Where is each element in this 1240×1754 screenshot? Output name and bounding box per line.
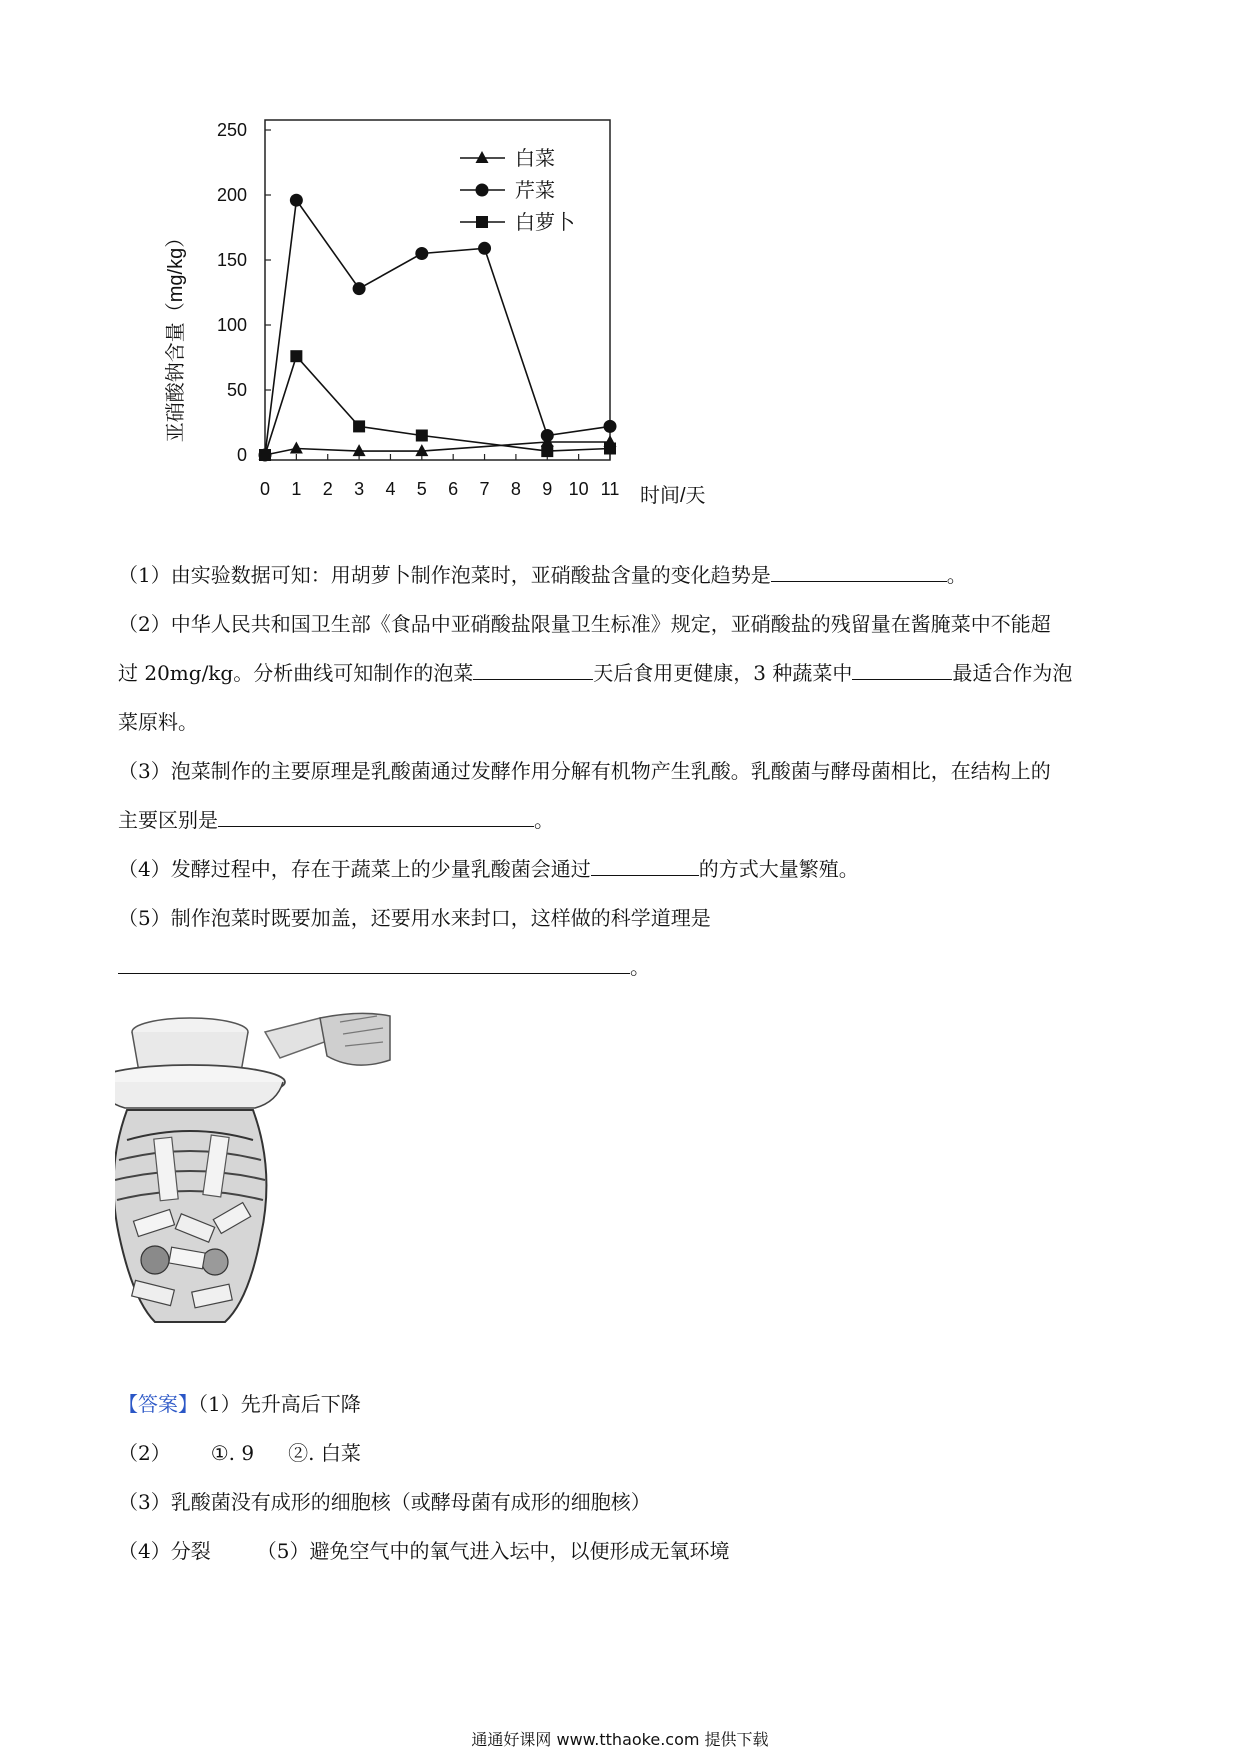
y-tick-label: 250 — [216, 120, 247, 140]
x-tick-label: 8 — [510, 479, 521, 499]
y-axis-label: 亚硝酸钠含量（mg/kg） — [165, 227, 187, 443]
data-point — [416, 430, 428, 442]
legend-marker — [476, 216, 488, 228]
question-5-line2 — [118, 952, 650, 982]
x-tick-label: 10 — [568, 479, 589, 499]
answer-blank — [118, 953, 630, 974]
y-tick-label: 150 — [216, 250, 247, 270]
legend-label: 芹菜 — [515, 180, 555, 202]
y-tick-label: 50 — [226, 380, 247, 400]
question-3-line2 — [118, 805, 554, 835]
plot-frame — [265, 120, 610, 460]
question-1-end: 。 — [946, 563, 967, 587]
question-4 — [118, 854, 859, 884]
question-3-text: 主要区别是 — [118, 808, 218, 832]
y-axis-ticks — [217, 120, 271, 465]
legend-item — [460, 211, 575, 234]
question-1 — [118, 560, 967, 590]
series-0 — [259, 435, 617, 460]
answer-blank — [591, 855, 699, 876]
data-point — [353, 444, 366, 456]
question-1-text: （1）由实验数据可知：用胡萝卜制作泡菜时，亚硝酸盐含量的变化趋势是 — [118, 563, 771, 587]
x-tick-label: 0 — [259, 479, 271, 499]
data-point — [259, 449, 271, 461]
answer-blank — [473, 659, 593, 680]
question-2-line1: （2）中华人民共和国卫生部《食品中亚硝酸盐限量卫生标准》规定，亚硝酸盐的残留量在酱腌菜中不能超 — [118, 612, 1051, 636]
answer-2 — [118, 1438, 361, 1468]
answer-blank — [218, 806, 534, 827]
legend-item — [460, 147, 555, 170]
y-tick-label: 0 — [236, 445, 247, 465]
x-tick-label: 9 — [542, 479, 553, 499]
data-point — [290, 350, 302, 362]
x-tick-label: 3 — [354, 479, 365, 499]
answer-2-prefix: （2） — [118, 1441, 171, 1465]
legend-label: 白菜 — [515, 148, 555, 170]
y-tick-label: 200 — [216, 185, 247, 205]
data-point — [290, 442, 303, 454]
x-tick-label: 5 — [416, 479, 427, 499]
legend — [460, 147, 575, 234]
x-axis-label: 时间/天 — [640, 485, 706, 507]
data-point — [478, 242, 491, 255]
answer-blank — [852, 659, 952, 680]
data-point — [415, 247, 428, 260]
answer-1 — [118, 1389, 361, 1419]
legend-item — [460, 179, 555, 202]
question-3-line1: （3）泡菜制作的主要原理是乳酸菌通过发酵作用分解有机物产生乳酸。乳酸菌与酵母菌相比，在结构上的 — [118, 759, 1051, 783]
question-4-text-b: 的方式大量繁殖。 — [698, 857, 859, 881]
answer-2-part2: ②. 白菜 — [288, 1441, 361, 1465]
answer-4-5 — [118, 1536, 729, 1566]
answer-1-text: （1）先升高后下降 — [198, 1392, 361, 1416]
nitrite-line-chart — [0, 0, 760, 520]
y-tick-label: 100 — [216, 315, 247, 335]
answer-2-part1: ①. 9 — [210, 1441, 255, 1465]
x-tick-label: 4 — [385, 479, 396, 499]
question-2-text-a: 过 20mg/kg。分析曲线可知制作的泡菜 — [118, 661, 474, 685]
series-2 — [259, 350, 616, 461]
question-3-end: 。 — [534, 808, 554, 832]
question-2-line2 — [118, 658, 1072, 688]
question-5-line1: （5）制作泡菜时既要加盖，还要用水来封口，这样做的科学道理是 — [118, 906, 711, 930]
series-line — [265, 356, 610, 455]
x-tick-label: 11 — [600, 479, 620, 499]
data-point — [290, 194, 303, 207]
question-2-text-c: 最适合作为泡 — [952, 661, 1073, 685]
question-2-line3: 菜原料。 — [118, 710, 198, 734]
answer-5-text: （5）避免空气中的氧气进入坛中，以便形成无氧环境 — [256, 1539, 730, 1563]
data-point — [353, 420, 365, 432]
data-point — [541, 429, 554, 442]
answer-blank — [771, 561, 947, 582]
data-point — [353, 282, 366, 295]
series-line — [265, 200, 610, 455]
legend-marker — [476, 184, 489, 197]
answer-label: 【答案】 — [118, 1392, 198, 1416]
legend-label: 白萝卜 — [515, 212, 575, 234]
page-footer: 通通好课网 www.tthaoke.com 提供下载 — [471, 1730, 769, 1749]
question-4-text-a: （4）发酵过程中，存在于蔬菜上的少量乳酸菌会通过 — [118, 857, 591, 881]
question-2-text-b: 天后食用更健康，3 种蔬菜中 — [593, 661, 853, 685]
series-line — [265, 442, 610, 455]
x-tick-label: 7 — [479, 479, 490, 499]
x-tick-label: 2 — [322, 479, 333, 499]
answer-3: （3）乳酸菌没有成形的细胞核（或酵母菌有成形的细胞核） — [118, 1490, 651, 1514]
question-5-end: 。 — [630, 955, 650, 979]
x-tick-label: 6 — [448, 479, 459, 499]
data-point — [541, 445, 553, 457]
data-point — [604, 443, 616, 455]
data-point — [604, 420, 617, 433]
x-tick-label: 1 — [291, 479, 302, 499]
legend-marker — [476, 151, 489, 163]
answer-4-text: （4）分裂 — [118, 1539, 211, 1563]
pickle-jar-illustration — [115, 1010, 395, 1340]
